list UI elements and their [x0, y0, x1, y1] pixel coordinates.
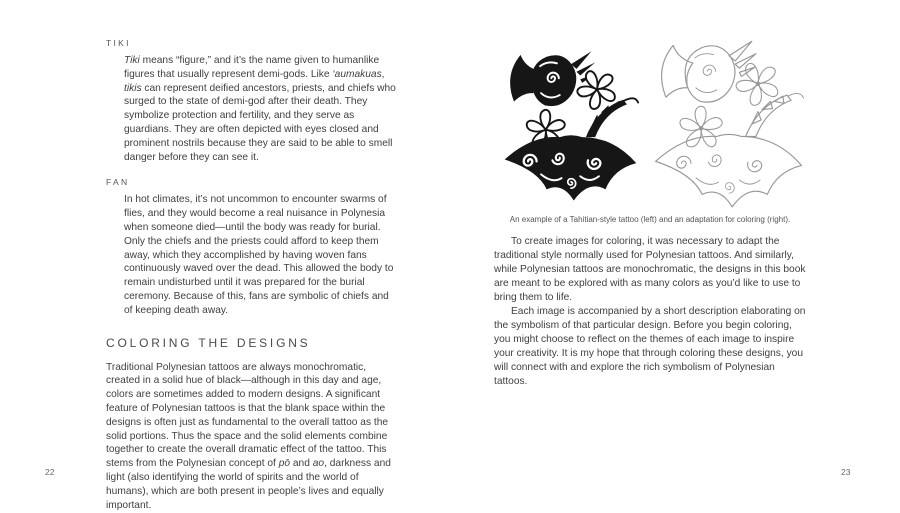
tattoo-solid-svg [500, 39, 640, 209]
tattoo-motif [656, 41, 804, 207]
coloring-the-designs-body: Traditional Polynesian tattoos are always monochromatic, created in a solid hue of black—although in this day and age, colors are sometimes added to modern designs. A significant feature of Polynesian tattoos is that the blank space within the designs is often just as fundamental to the overall tattoo as the solid portions. Thus the space and the solid elements combine together to create the overall dramatic effect of the tattoo. This stems from the Polynesian concept of pō and ao, darkness and light (also identifying the world of spirits and the world of humans), which are both present in people’s lives and equally important. [106, 361, 391, 511]
right-page-body [494, 235, 806, 389]
tattoo-illustrations [494, 33, 806, 211]
right-page [494, 33, 806, 389]
tattoo-motif [505, 51, 638, 200]
left-page [106, 38, 400, 512]
page-number-left: 22 [45, 467, 55, 477]
tattoo-outline-svg [650, 33, 806, 211]
section-heading-tiki: TIKI [106, 38, 131, 48]
section-body-fan: In hot climates, it’s not uncommon to encounter swarms of flies, and they would become a real nuisance in Polynesia when someone died—until the body was ready for burial. Only the chiefs and the priests could afford to keep them away, which they accomplished by having woven fans continuously waved over the dead. This allowed the body to remain undisturbed until it was prepared for the burial ceremony. Because of this, fans are symbolic of chiefs and of keeping death away. [124, 194, 394, 316]
section-body-tiki: Tiki means “figure,” and it’s the name given to humanlike figures that usually represent demi-gods. Like ‘aumakuas, tikis can represent deified ancestors, priests, and chiefs who surged to the state of demi-god after their death. They symbolize protection and fertility, and they serve as guardians. They are often depicted with eyes closed and prominent nostrils because they are said to be able to smell danger before they can see it. [124, 55, 396, 163]
right-page-paragraph-2: Each image is accompanied by a short description elaborating on the symbolism of that particular design. Before you begin coloring, you might choose to reflect on the themes of each image to inspire your creativity. It is my hope that through coloring these designs, you will connect with and explore the rich symbolism of Polynesian tattoos. [494, 306, 806, 387]
section-heading-fan: FAN [106, 177, 130, 188]
tahitian-tattoo-solid-illustration [500, 39, 640, 214]
coloring-the-designs-heading: COLORING THE DESIGNS [106, 335, 311, 350]
tattoo-coloring-adaptation-illustration [650, 33, 806, 216]
illustration-caption: An example of a Tahitian-style tattoo (left) and an adaptation for coloring (right). [509, 215, 791, 224]
page-number-right: 23 [841, 467, 851, 477]
section-tiki [106, 38, 400, 164]
right-page-paragraph-1: To create images for coloring, it was necessary to adapt the traditional style normally used for Polynesian tattoos. And similarly, while Polynesian tattoos are monochromatic, the designs in this book are meant to be explored with as many colors as you’d like to use to bring them to life. [494, 236, 806, 303]
section-fan [106, 177, 400, 317]
